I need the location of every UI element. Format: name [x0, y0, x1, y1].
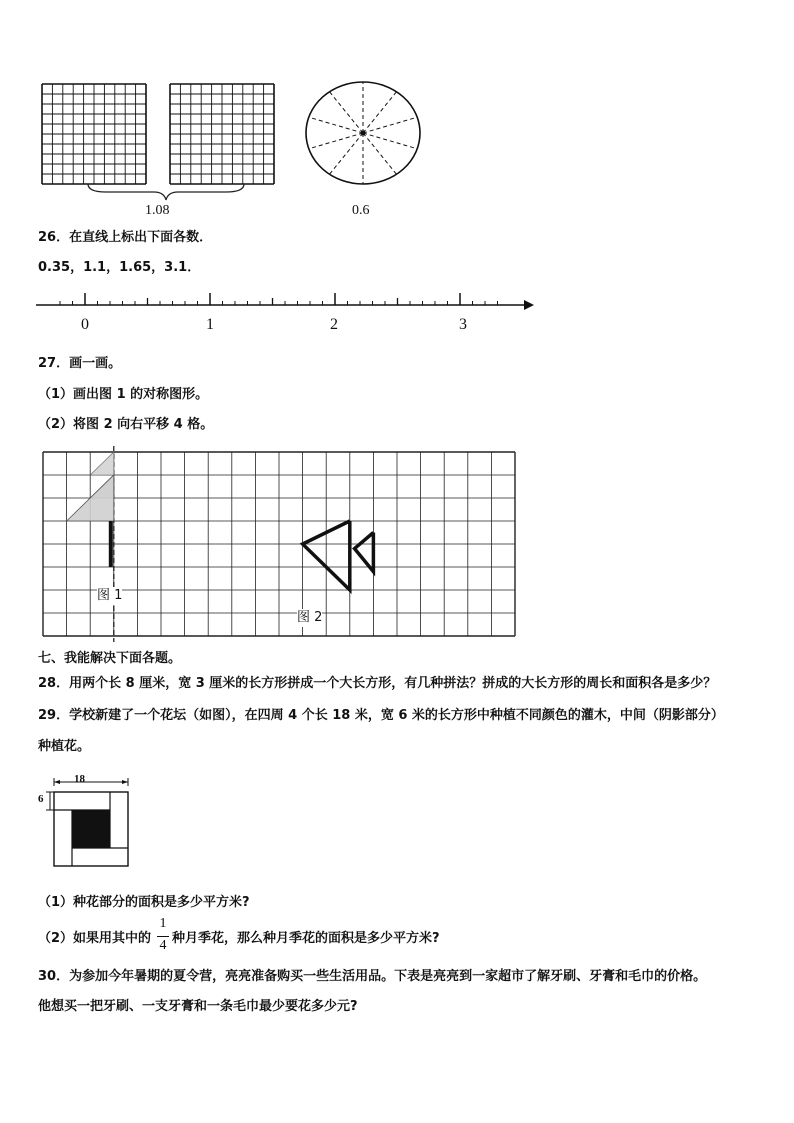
grid-brace — [86, 182, 246, 204]
q29-line2: 种植花。 — [38, 739, 91, 754]
hundred-grid-left — [40, 82, 150, 186]
dim-length-label: 18 — [74, 773, 85, 785]
flower-bed-diagram — [38, 772, 138, 872]
fraction-bar — [157, 936, 169, 937]
number-line-tick-1: 1 — [206, 316, 214, 333]
drawing-grid — [42, 451, 516, 641]
divided-circle — [304, 78, 428, 190]
q27-sub2: （2）将图 2 向右平移 4 格。 — [38, 417, 214, 432]
q26-title: 26．在直线上标出下面各数． — [38, 230, 213, 245]
q29-sub2-post: 种月季花，那么种月季花的面积是多少平方米? — [172, 931, 440, 946]
number-line — [36, 295, 536, 315]
q28-text: 28．用两个长 8 厘米，宽 3 厘米的长方形拼成一个大长方形，有几种拼法？拼成的大长方形的周长和面积各是多少？ — [38, 676, 717, 691]
fraction-numerator: 1 — [159, 916, 167, 931]
grid-label: 1.08 — [145, 203, 170, 218]
dim-width-label: 6 — [38, 793, 44, 805]
figure-1-label: 图 1 — [97, 588, 123, 603]
number-line-tick-3: 3 — [459, 316, 467, 333]
circle-label: 0.6 — [352, 203, 370, 218]
q30-line1: 30．为参加今年暑期的夏令营，亮亮准备购买一些生活用品。下表是亮亮到一家超市了解牙刷、牙膏和毛巾的价格。 — [38, 969, 707, 984]
q27-sub1: （1）画出图 1 的对称图形。 — [38, 387, 209, 402]
number-line-tick-0: 0 — [81, 316, 89, 333]
number-line-tick-2: 2 — [330, 316, 338, 333]
q29-line1: 29．学校新建了一个花坛（如图），在四周 4 个长 18 米，宽 6 米的长方形中种植不同颜色的灌木，中间（阴影部分） — [38, 708, 724, 723]
section-7-title: 七、我能解决下面各题。 — [38, 651, 182, 666]
q29-sub1: （1）种花部分的面积是多少平方米? — [38, 895, 250, 910]
q26-numbers: 0.35，1.1，1.65，3.1． — [38, 260, 201, 275]
q30-line2: 他想买一把牙刷、一支牙膏和一条毛巾最少要花多少元? — [38, 999, 358, 1014]
fraction-denominator: 4 — [159, 938, 167, 953]
q29-sub2-pre: （2）如果用其中的 — [38, 931, 152, 946]
hundred-grid-right — [168, 82, 278, 186]
figure-2-label: 图 2 — [297, 610, 323, 625]
q27-title: 27．画一画。 — [38, 356, 122, 371]
